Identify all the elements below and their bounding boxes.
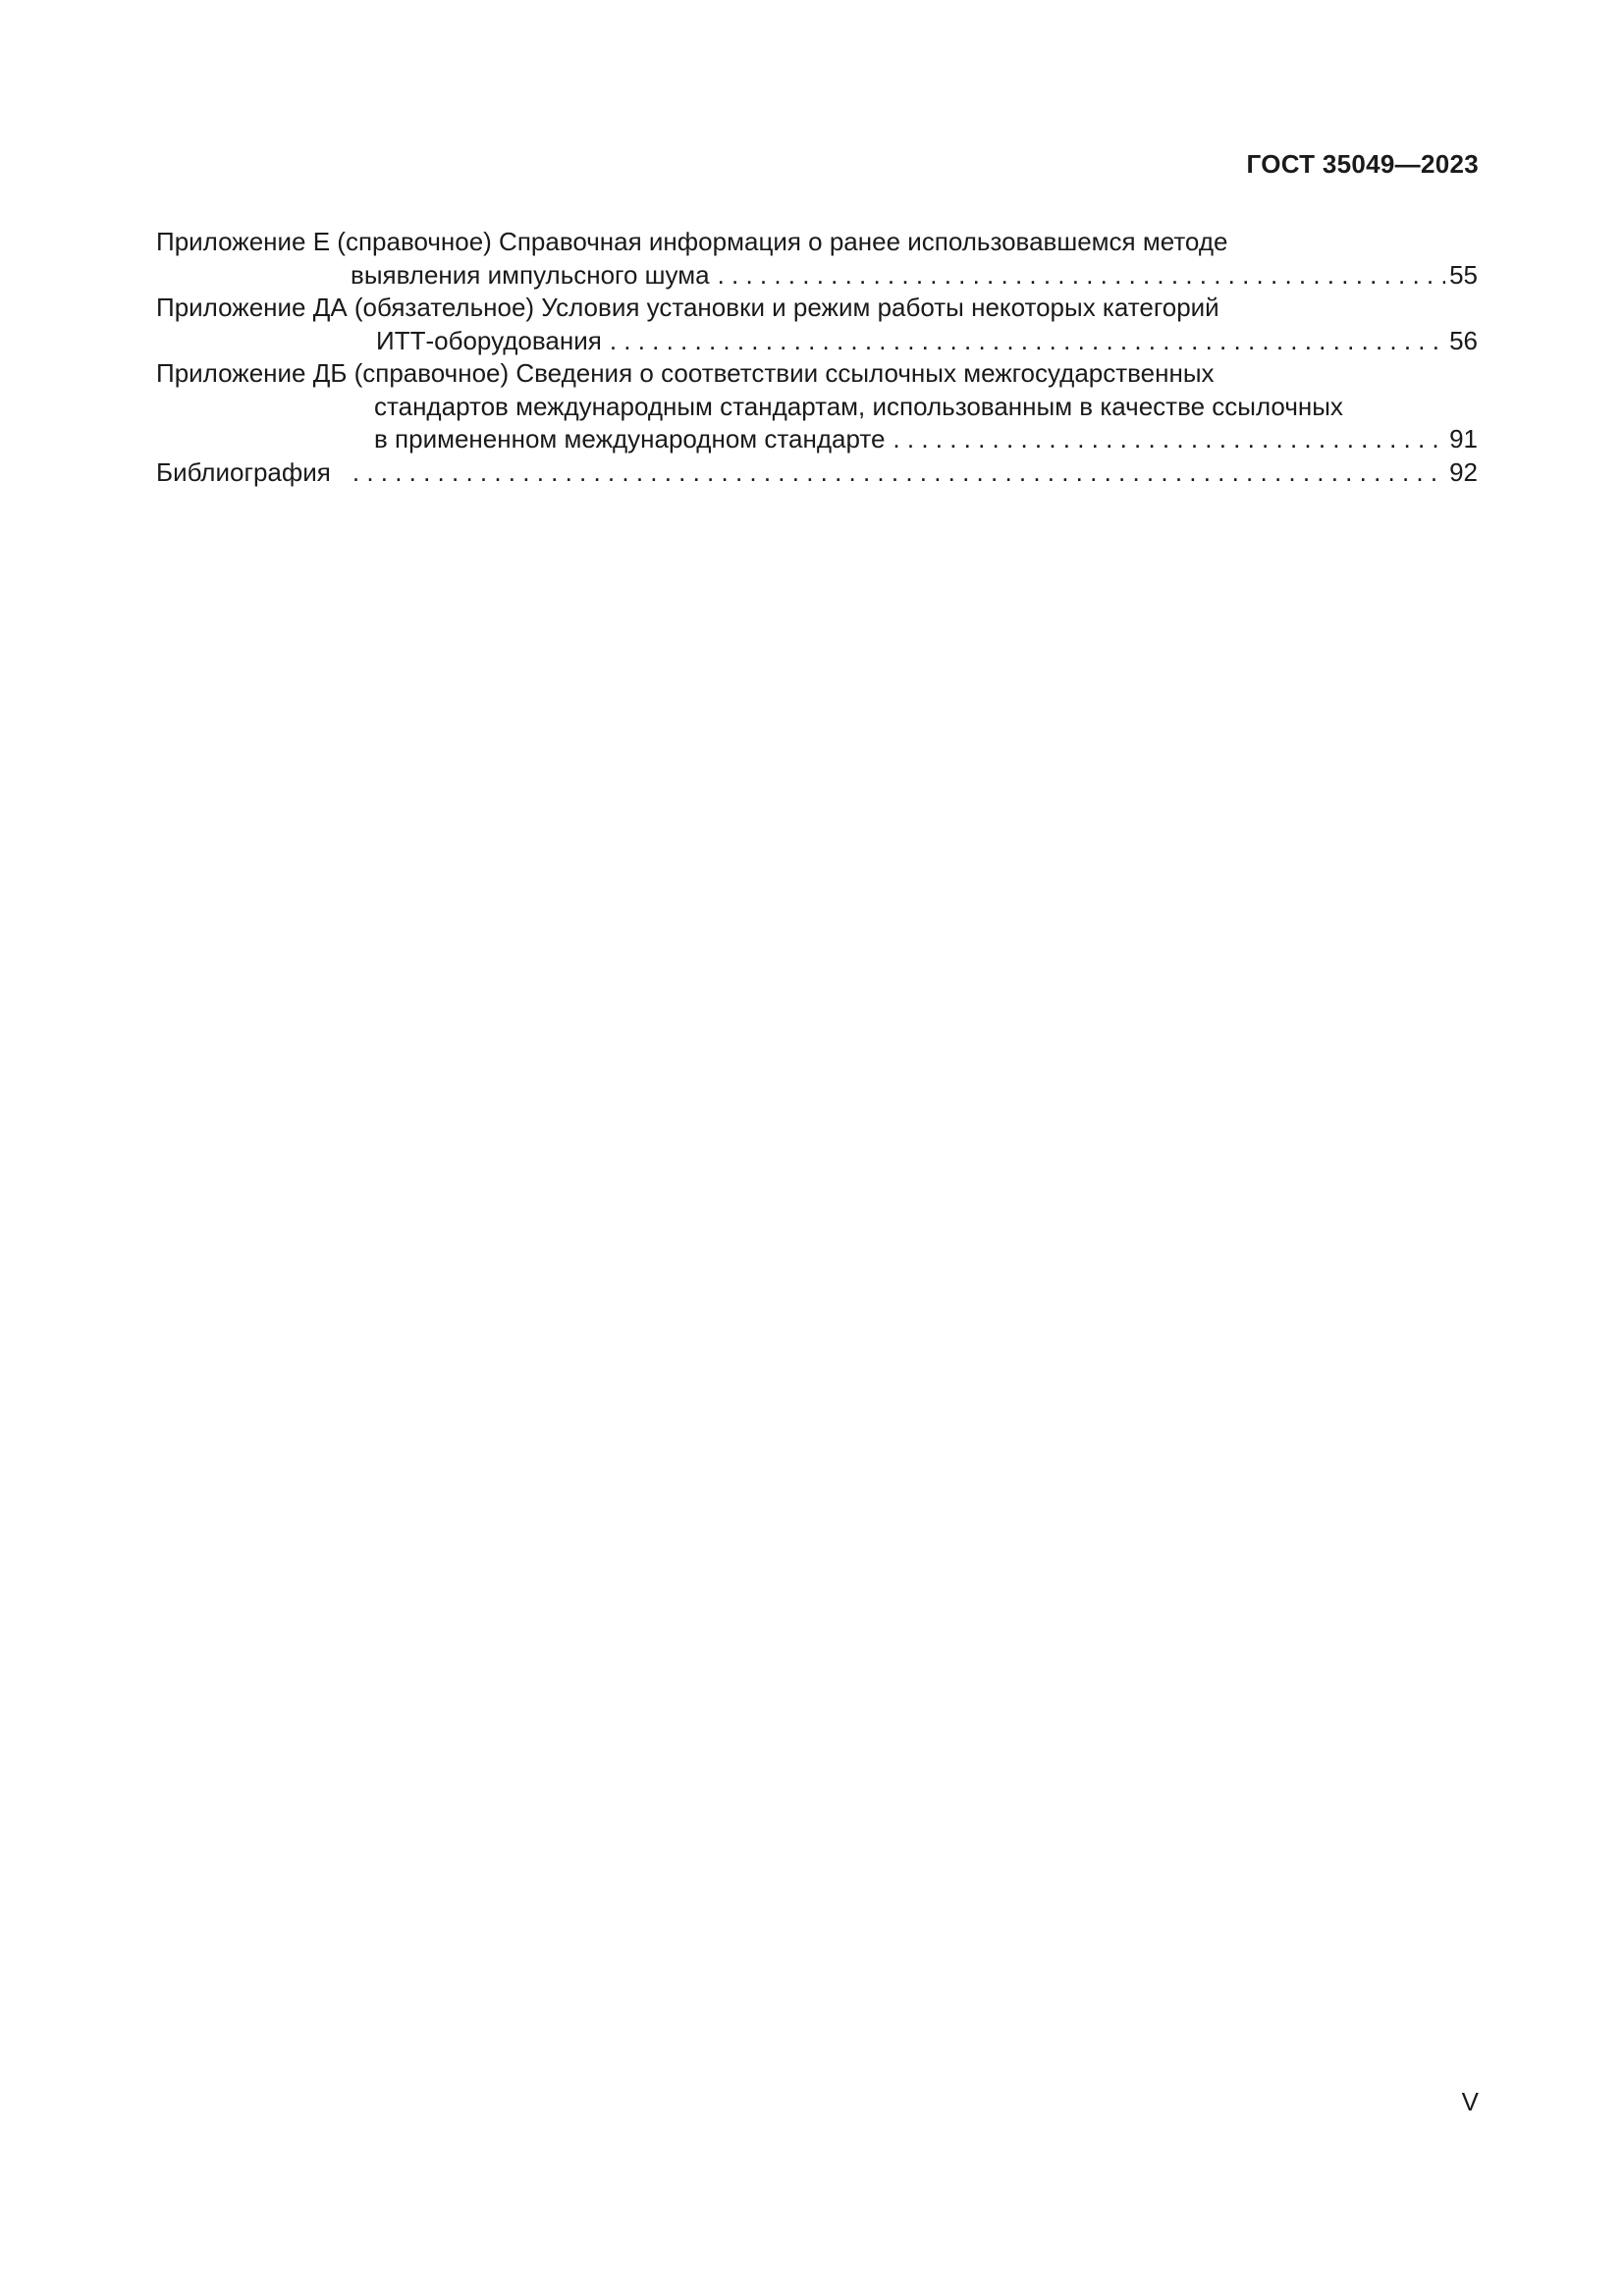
document-standard-number: ГОСТ 35049—2023 [1246, 149, 1479, 179]
toc-entry-last-line [156, 423, 1478, 456]
toc-entry-title-continued: в примененном международном стандарте [374, 424, 886, 454]
dot-leader [352, 456, 1445, 490]
toc-entry-title-continued: стандартов международным стандартам, использованным в качестве ссылочных [374, 391, 1343, 421]
toc-entry-appendix-da[interactable] [156, 292, 1478, 357]
dot-leader [610, 325, 1445, 358]
toc-page-number: 92 [1449, 456, 1478, 487]
toc-entry-bibliography[interactable] [156, 456, 1478, 490]
dot-leader [718, 259, 1446, 293]
page-folio-number: V [1461, 2087, 1479, 2116]
toc-entry-title: Приложение ДБ (справочное) Сведения о соответствии ссылочных межгосударственных [156, 358, 1215, 388]
toc-entry-title: Приложение Е (справочное) Справочная информация о ранее использовавшемся методе [156, 227, 1228, 256]
toc-entry-appendix-e[interactable] [156, 226, 1478, 292]
toc-page-number: 55 [1449, 259, 1478, 290]
table-of-contents [156, 226, 1478, 489]
toc-entry-title-continued: ИТТ-оборудования [376, 325, 602, 355]
toc-page-number: 56 [1449, 325, 1478, 355]
toc-page-number: 91 [1449, 424, 1478, 454]
dot-leader [893, 423, 1445, 456]
toc-entry-last-line [156, 259, 1478, 293]
toc-entry-title: Библиография [156, 456, 331, 487]
toc-entry-last-line [156, 325, 1478, 358]
toc-entry-title: Приложение ДА (обязательное) Условия установки и режим работы некоторых категорий [156, 293, 1219, 322]
toc-entry-appendix-db[interactable] [156, 357, 1478, 456]
toc-entry-last-line [156, 456, 1478, 490]
toc-entry-title-continued: выявления импульсного шума [351, 259, 710, 290]
